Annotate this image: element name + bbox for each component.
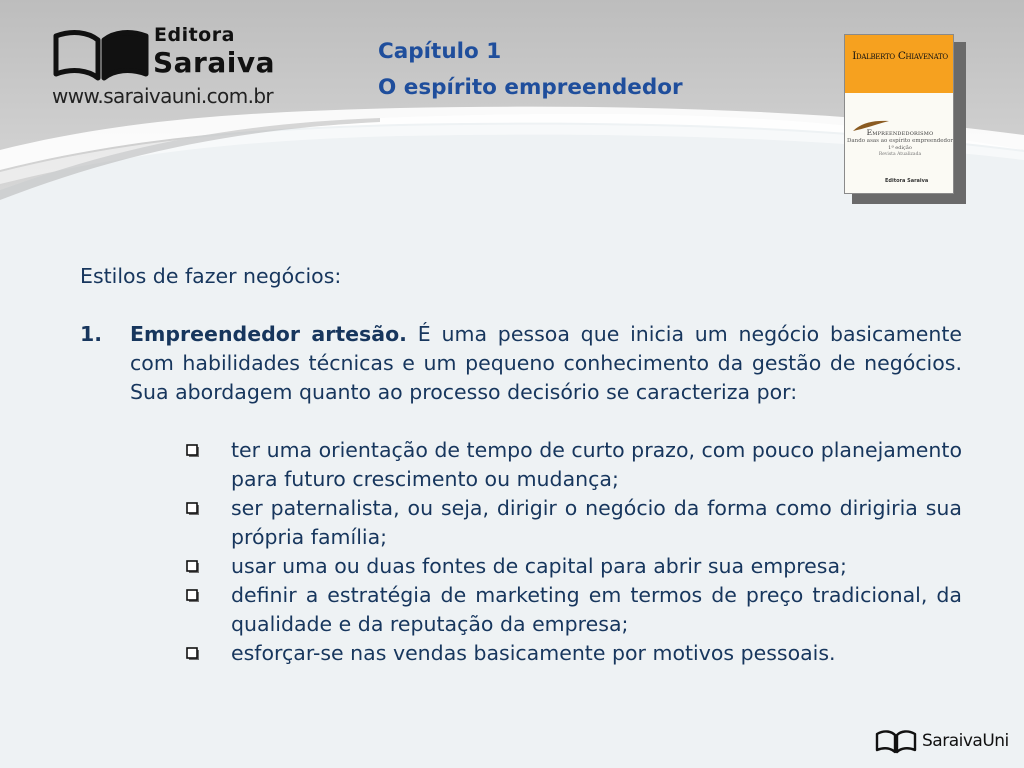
book-cover-edition: 1ª edição	[888, 145, 912, 151]
bullet-text: usar uma ou duas fontes de capital para abrir sua empresa;	[231, 554, 847, 578]
bullet-text: esforçar-se nas vendas basicamente por motivos pessoais.	[231, 641, 836, 665]
book-cover-image	[844, 34, 954, 194]
book-cover-publisher: Editora Saraiva	[885, 178, 929, 184]
bullet-text: ter uma orientação de tempo de curto prazo, com pouco planejamento para futuro crescimento ou mudança;	[231, 438, 962, 491]
list-item	[130, 436, 962, 494]
bullet-list	[130, 436, 962, 668]
book-cover-title: Empreendedorismo	[866, 128, 934, 137]
book-cover-header	[845, 35, 954, 93]
item-number: 1.	[80, 322, 103, 346]
editora-saraiva-logo[interactable]	[50, 22, 290, 112]
list-item	[130, 581, 962, 639]
saraivauni-logo[interactable]	[874, 726, 1019, 756]
footer-logo-text: SaraivaUni	[922, 731, 1009, 751]
checkbox-square-icon	[186, 581, 200, 610]
logo-word-editora: Editora	[154, 24, 235, 46]
list-item	[130, 552, 962, 581]
chapter-title	[378, 34, 683, 106]
item-title: Empreendedor artesão.	[130, 322, 407, 346]
bullet-text: definir a estratégia de marketing em termos de preço tradicional, da qualidade e da reputação da empresa;	[231, 583, 962, 636]
book-cover-line: Revista Atualizada	[878, 152, 922, 157]
logo-word-saraiva: Saraiva	[153, 46, 276, 79]
slide-content	[80, 262, 962, 668]
open-book-icon	[50, 24, 150, 84]
chapter-name: O espírito empreendedor	[378, 75, 683, 100]
checkbox-square-icon	[186, 639, 200, 668]
list-item	[130, 639, 962, 668]
checkbox-square-icon	[186, 552, 200, 581]
book-cover-subtitle: Dando asas ao espírito empreendedor	[846, 138, 954, 144]
checkbox-square-icon	[186, 494, 200, 523]
item-text: É uma pessoa que inicia um negócio basicamente com habilidades técnicas e um pequeno conhecimento da gestão de negócios. Sua abordagem quanto ao processo decisório se caracteriza por:	[130, 322, 963, 404]
list-item	[130, 494, 962, 552]
open-book-icon	[874, 728, 918, 754]
checkbox-square-icon	[186, 436, 200, 465]
chapter-number: Capítulo 1	[378, 39, 502, 64]
logo-url: www.saraivauni.com.br	[52, 84, 274, 108]
numbered-item	[80, 320, 962, 668]
section-heading: Estilos de fazer negócios:	[80, 264, 342, 288]
book-cover-author: Idalberto Chiavenato	[852, 50, 948, 62]
bullet-text: ser paternalista, ou seja, dirigir o negócio da forma como dirigiria sua própria família;	[231, 496, 962, 549]
